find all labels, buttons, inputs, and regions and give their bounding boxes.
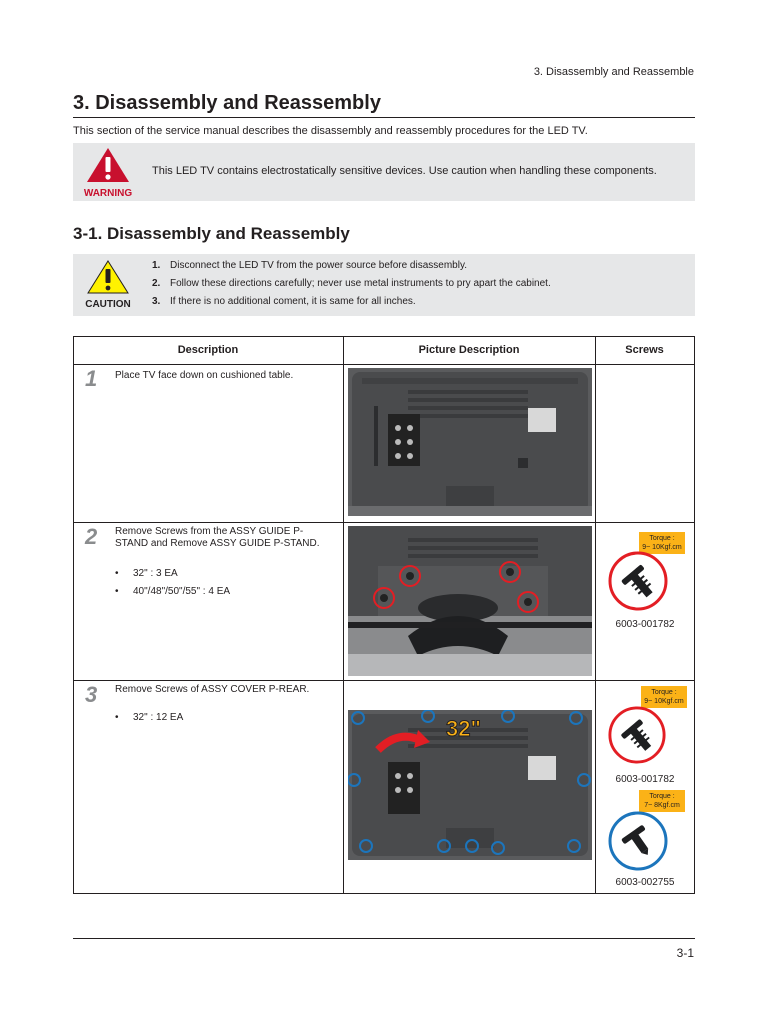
caution-item: 3. If there is no additional coment, it is same for all inches. — [152, 296, 416, 307]
screw-part-code: 6003-001782 — [615, 619, 675, 630]
torque-tag: Torque : 9~ 10Kgf.cm — [641, 686, 687, 708]
step-description: Place TV face down on cushioned table. — [115, 370, 294, 381]
tv-back-photo — [348, 368, 592, 516]
step-number: 2 — [85, 524, 98, 549]
step-description: Remove Screws from the ASSY GUIDE P-STAND and Remove ASSY GUIDE P-STAND. — [115, 526, 320, 549]
screw-icon — [607, 705, 667, 770]
screw-icon — [607, 810, 669, 877]
stand-photo — [348, 526, 592, 676]
procedure-table — [73, 336, 695, 894]
rear-cover-photo — [348, 710, 592, 860]
caution-item: 2. Follow these directions carefully; never use metal instruments to pry apart the cabinet. — [152, 278, 551, 289]
page-title: 3. Disassembly and Reassembly — [73, 92, 381, 114]
torque-tag: Torque : 7~ 8Kgf.cm — [639, 790, 685, 812]
subsection-title: 3-1. Disassembly and Reassembly — [73, 224, 350, 243]
screw-icon — [607, 550, 669, 617]
header-picture-description: Picture Description — [418, 344, 520, 356]
title-divider — [73, 117, 695, 118]
size-callout: 32" — [446, 716, 481, 741]
footer-divider — [73, 938, 695, 939]
warning-text: This LED TV contains electrostatically sensitive devices. Use caution when handling these components. — [152, 165, 657, 177]
step-bullet: • 32" : 3 EA — [115, 568, 178, 579]
torque-tag: Torque : 9~ 10Kgf.cm — [639, 532, 685, 554]
step-bullet: • 32" : 12 EA — [115, 712, 184, 723]
caution-icon — [79, 260, 137, 310]
step-description: Remove Screws of ASSY COVER P-REAR. — [115, 684, 310, 695]
caution-notice — [73, 254, 695, 316]
screw-part-code: 6003-002755 — [615, 877, 675, 888]
screw-part-code: 6003-001782 — [615, 774, 675, 785]
step-number: 1 — [85, 366, 98, 391]
caution-label: CAUTION — [85, 299, 131, 310]
warning-notice — [73, 143, 695, 201]
warning-label: WARNING — [83, 188, 133, 199]
step-number: 3 — [85, 682, 98, 707]
warning-icon — [79, 147, 137, 199]
header-description: Description — [177, 344, 239, 356]
step-bullet: • 40"/48"/50"/55" : 4 EA — [115, 586, 231, 597]
page-number: 3-1 — [676, 946, 694, 960]
caution-item: 1. Disconnect the LED TV from the power source before disassembly. — [152, 260, 467, 271]
intro-paragraph: This section of the service manual describes the disassembly and reassembly procedures for the LED TV. — [73, 125, 588, 137]
header-screws: Screws — [625, 344, 664, 356]
running-header: 3. Disassembly and Reassemble — [533, 66, 694, 78]
